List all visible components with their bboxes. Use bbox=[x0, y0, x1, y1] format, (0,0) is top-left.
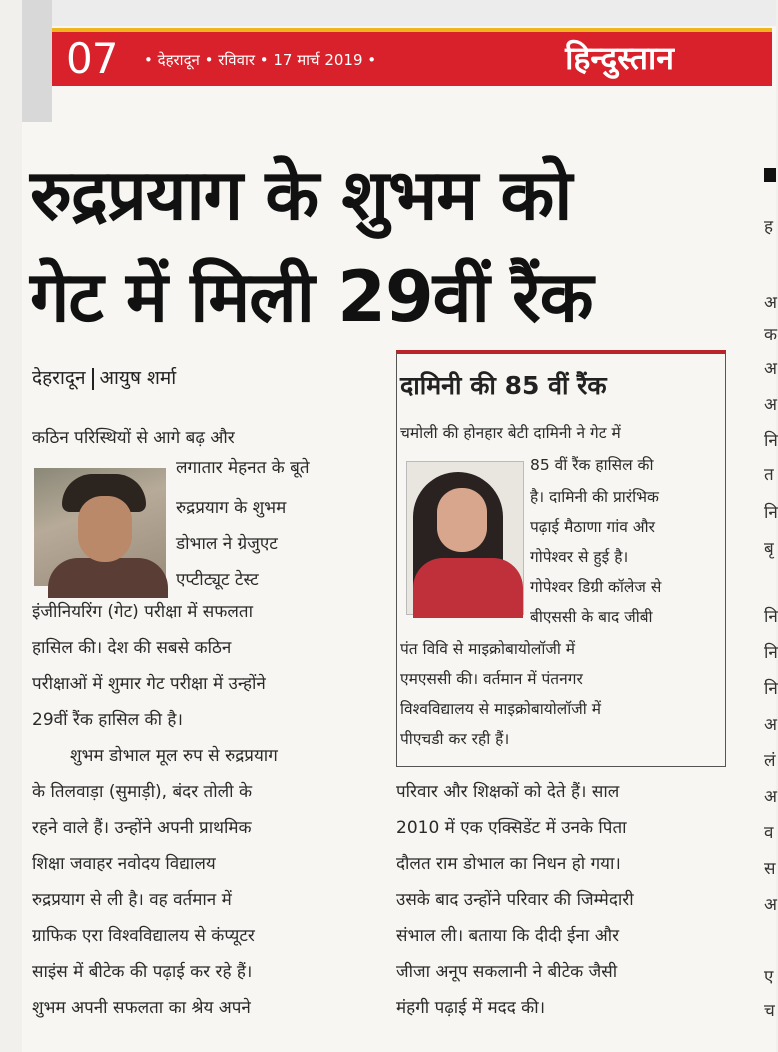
col2-line-4: संभाल ली। बताया कि दीदी ईना और bbox=[396, 926, 620, 946]
edge-letter: ह bbox=[764, 217, 774, 237]
col2-line-2: दौलत राम डोभाल का निधन हो गया। bbox=[396, 854, 621, 874]
edge-letter: नि bbox=[764, 607, 778, 627]
para1-beside-2: डोभाल ने ग्रेजुएट bbox=[176, 534, 278, 554]
para1-rest-3: 29वीं रैंक हासिल की है। bbox=[32, 710, 183, 730]
byline-author: आयुष शर्मा bbox=[99, 367, 177, 389]
edge-letter: अ bbox=[764, 895, 777, 915]
sidebar-rest-3: विश्वविद्यालय से माइक्रोबायोलॉजी में bbox=[400, 700, 601, 718]
sidebar-title: दामिनी की 85 वीं रैंक bbox=[400, 371, 607, 400]
para1-beside-0: लगातार मेहनत के बूते bbox=[176, 458, 310, 478]
sidebar-rest-0: बीएससी के बाद जीबी bbox=[530, 608, 653, 626]
edge-letter: अ bbox=[764, 787, 777, 807]
para1-beside-1: रुद्रप्रयाग के शुभम bbox=[176, 498, 287, 518]
byline-divider bbox=[92, 368, 94, 390]
shubham-photo bbox=[34, 468, 166, 586]
edge-letter: स bbox=[764, 859, 776, 879]
para1-rest-2: परीक्षाओं में शुमार गेट परीक्षा में उन्होंने bbox=[32, 674, 266, 694]
edge-letter: च bbox=[764, 1001, 775, 1021]
sidebar-rest-4: पीएचडी कर रही हैं। bbox=[400, 730, 510, 748]
para2-line-7: शुभम अपनी सफलता का श्रेय अपने bbox=[32, 998, 251, 1018]
edge-letter: त bbox=[764, 465, 774, 485]
col2-line-3: उसके बाद उन्होंने परिवार की जिम्मेदारी bbox=[396, 890, 634, 910]
edge-letter: अ bbox=[764, 293, 777, 313]
edge-letter: लं bbox=[764, 751, 776, 771]
scan-margin bbox=[22, 0, 52, 122]
byline-place: देहरादून bbox=[32, 367, 86, 389]
damini-photo bbox=[406, 461, 524, 615]
para2-line-2: रहने वाले हैं। उन्होंने अपनी प्राथमिक bbox=[32, 818, 252, 838]
para2-line-3: शिक्षा जवाहर नवोदय विद्यालय bbox=[32, 854, 216, 874]
para1-rest-0: इंजीनियरिंग (गेट) परीक्षा में सफलता bbox=[32, 602, 253, 622]
para1-beside-3: एप्टीट्यूट टेस्ट bbox=[176, 570, 259, 590]
para2-line-1: के तिलवाड़ा (सुमाड़ी), बंदर तोली के bbox=[32, 782, 253, 802]
sidebar-beside-3: गोपेश्वर से हुई है। bbox=[530, 548, 629, 566]
edge-letter: क bbox=[764, 325, 778, 345]
para2-line-0: शुभम डोभाल मूल रुप से रुद्रप्रयाग bbox=[70, 746, 278, 766]
sidebar-rest-2: एमएससी की। वर्तमान में पंतनगर bbox=[400, 670, 583, 688]
top-margin bbox=[22, 0, 776, 26]
para2-line-6: साइंस में बीटेक की पढ़ाई कर रहे हैं। bbox=[32, 962, 253, 982]
col2-line-1: 2010 में एक एक्सिडेंट में उनके पिता bbox=[396, 818, 627, 838]
edge-letter: अ bbox=[764, 395, 777, 415]
sidebar-beside-2: पढ़ाई मैठाणा गांव और bbox=[530, 518, 656, 536]
col2-line-0: परिवार और शिक्षकों को देते हैं। साल bbox=[396, 782, 620, 802]
edge-letter: ए bbox=[764, 967, 774, 987]
sidebar-beside-4: गोपेश्वर डिग्री कॉलेज से bbox=[530, 578, 662, 596]
edge-letter: व bbox=[764, 823, 774, 843]
edge-letter: नि bbox=[764, 643, 778, 663]
edge-letter: नि bbox=[764, 679, 778, 699]
col2-line-5: जीजा अनूप सकलानी ने बीटेक जैसी bbox=[396, 962, 618, 982]
adjacent-column-edge bbox=[756, 0, 776, 1052]
para1-rest-1: हासिल की। देश की सबसे कठिन bbox=[32, 638, 232, 658]
para2-line-5: ग्राफिक एरा विश्वविद्यालय से कंप्यूटर bbox=[32, 926, 255, 946]
page-header bbox=[52, 28, 772, 86]
sidebar-line-first: चमोली की होनहार बेटी दामिनी ने गेट में bbox=[400, 424, 621, 442]
sidebar-rest-1: पंत विवि से माइक्रोबायोलॉजी में bbox=[400, 640, 576, 658]
edge-letter: नि bbox=[764, 503, 778, 523]
page-number: 07 bbox=[66, 34, 118, 83]
headline-line-1: रुद्रप्रयाग के शुभम को bbox=[30, 154, 572, 236]
edge-letter: नि bbox=[764, 431, 778, 451]
col2-line-6: मंहगी पढ़ाई में मदद की। bbox=[396, 998, 546, 1018]
sidebar-beside-1: है। दामिनी की प्रारंभिक bbox=[530, 488, 659, 506]
dateline: • देहरादून • रविवार • 17 मार्च 2019 • bbox=[144, 51, 377, 69]
edge-letter: अ bbox=[764, 359, 777, 379]
edge-letter: बृ bbox=[764, 539, 774, 559]
headline-line-2: गेट में मिली 29वीं रैंक bbox=[30, 256, 593, 338]
para2-line-4: रुद्रप्रयाग से ली है। वह वर्तमान में bbox=[32, 890, 232, 910]
edge-letter: अ bbox=[764, 715, 777, 735]
para1-first-line: कठिन परिस्थियों से आगे बढ़ और bbox=[32, 428, 235, 448]
byline bbox=[32, 364, 176, 390]
sidebar-beside-0: 85 वीं रैंक हासिल की bbox=[530, 456, 654, 474]
masthead-logo: हिन्दुस्तान bbox=[565, 39, 674, 77]
